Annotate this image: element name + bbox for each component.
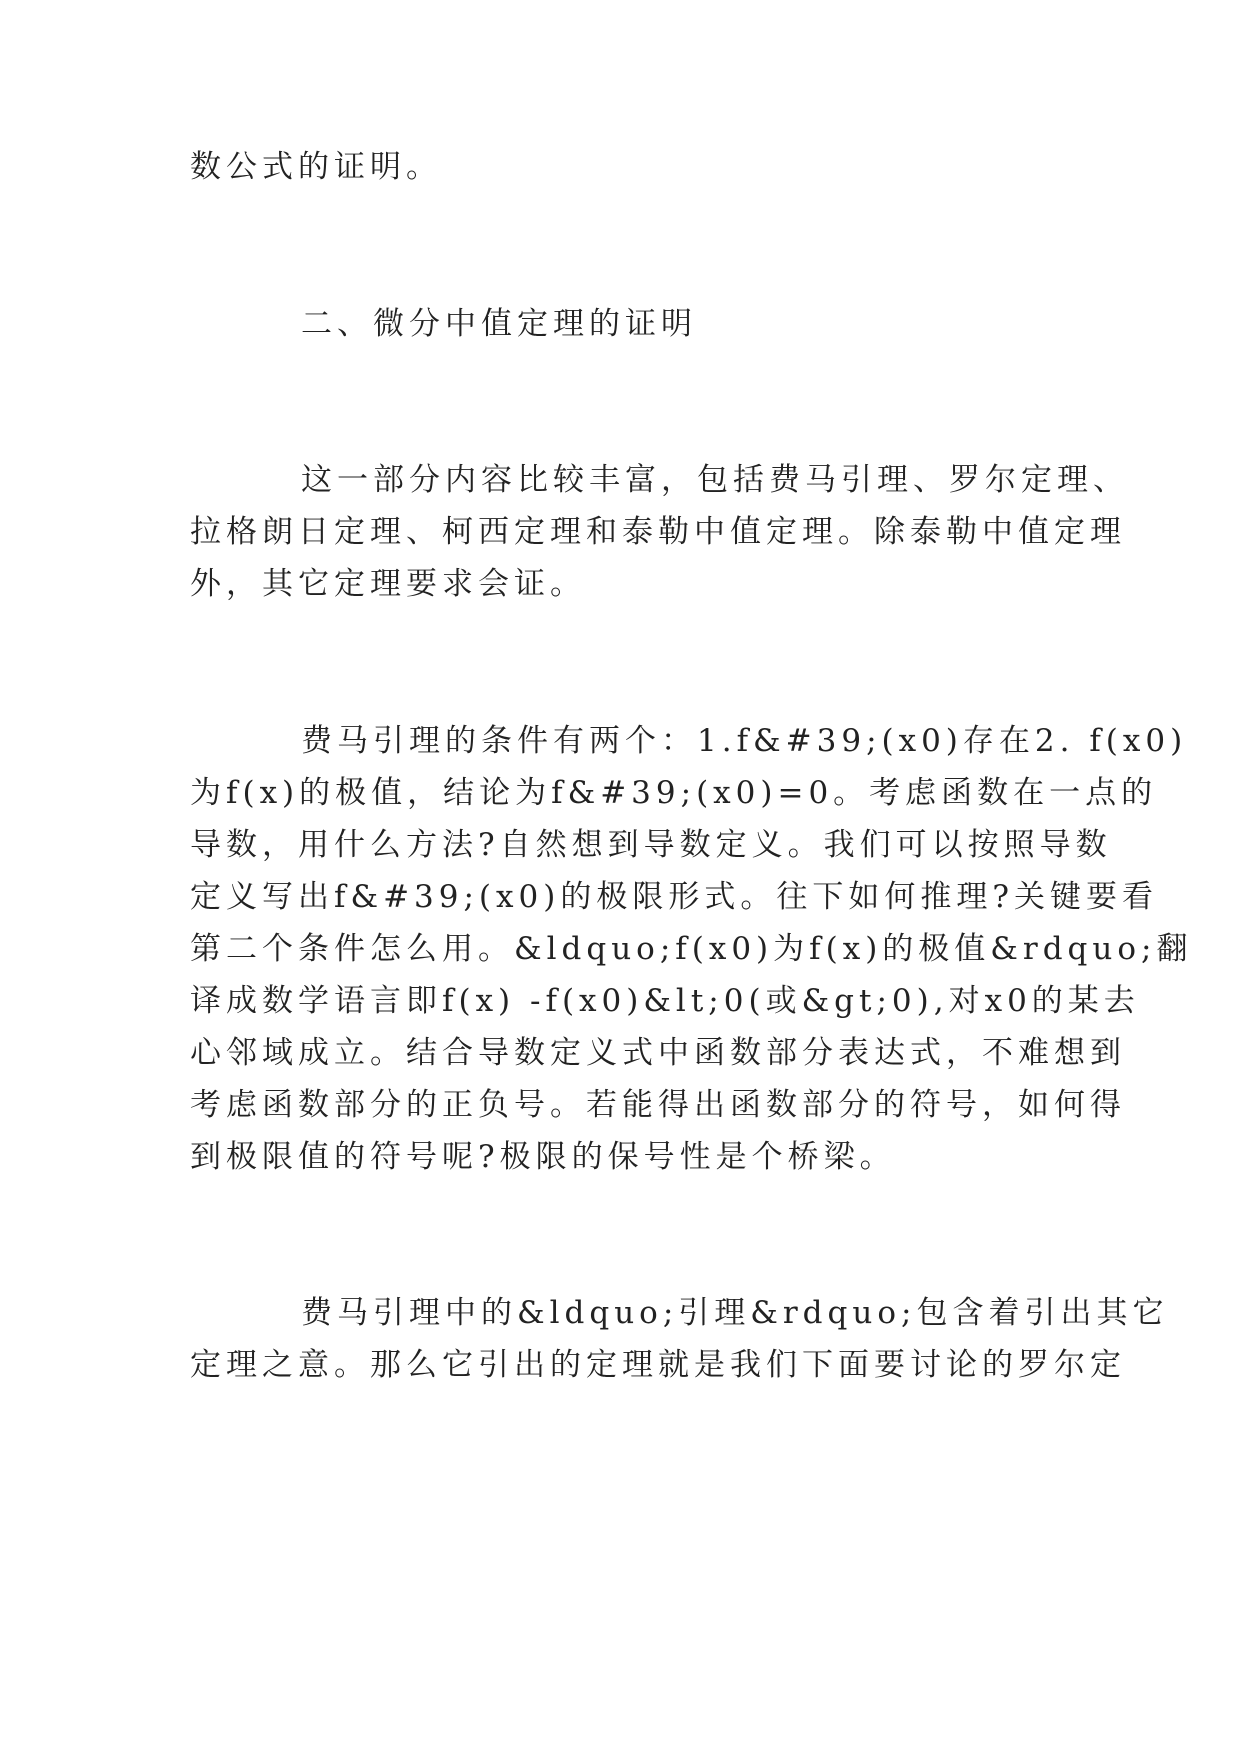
intro-tail-text: 数公式的证明。 — [190, 149, 442, 185]
paragraph-line: 心邻域成立。结合导数定义式中函数部分表达式，不难想到 — [190, 1035, 1126, 1071]
paragraph-line: 译成数学语言即f(x) -f(x0)&lt;0(或&gt;0),对x0的某去 — [190, 983, 1140, 1019]
paragraph-line: 为f(x)的极值，结论为f&#39;(x0)=0。考虑函数在一点的 — [190, 775, 1158, 811]
paragraph-line: 费马引理中的&ldquo;引理&rdquo;包含着引出其它 — [301, 1295, 1169, 1331]
paragraph-line: 定理之意。那么它引出的定理就是我们下面要讨论的罗尔定 — [190, 1347, 1126, 1383]
section-heading: 二、微分中值定理的证明 — [301, 306, 697, 342]
paragraph-line: 这一部分内容比较丰富，包括费马引理、罗尔定理、 — [301, 462, 1129, 498]
paragraph-line: 拉格朗日定理、柯西定理和泰勒中值定理。除泰勒中值定理 — [190, 514, 1126, 550]
paragraph-line: 费马引理的条件有两个：1.f&#39;(x0)存在2. f(x0) — [301, 723, 1188, 759]
paragraph-line: 到极限值的符号呢?极限的保号性是个桥梁。 — [190, 1139, 896, 1175]
paragraph-line: 第二个条件怎么用。&ldquo;f(x0)为f(x)的极值&rdquo;翻 — [190, 931, 1193, 967]
paragraph-line: 导数，用什么方法?自然想到导数定义。我们可以按照导数 — [190, 827, 1112, 863]
paragraph-line: 考虑函数部分的正负号。若能得出函数部分的符号，如何得 — [190, 1087, 1126, 1123]
paragraph-line: 定义写出f&#39;(x0)的极限形式。往下如何推理?关键要看 — [190, 879, 1158, 915]
paragraph-line: 外，其它定理要求会证。 — [190, 566, 586, 602]
